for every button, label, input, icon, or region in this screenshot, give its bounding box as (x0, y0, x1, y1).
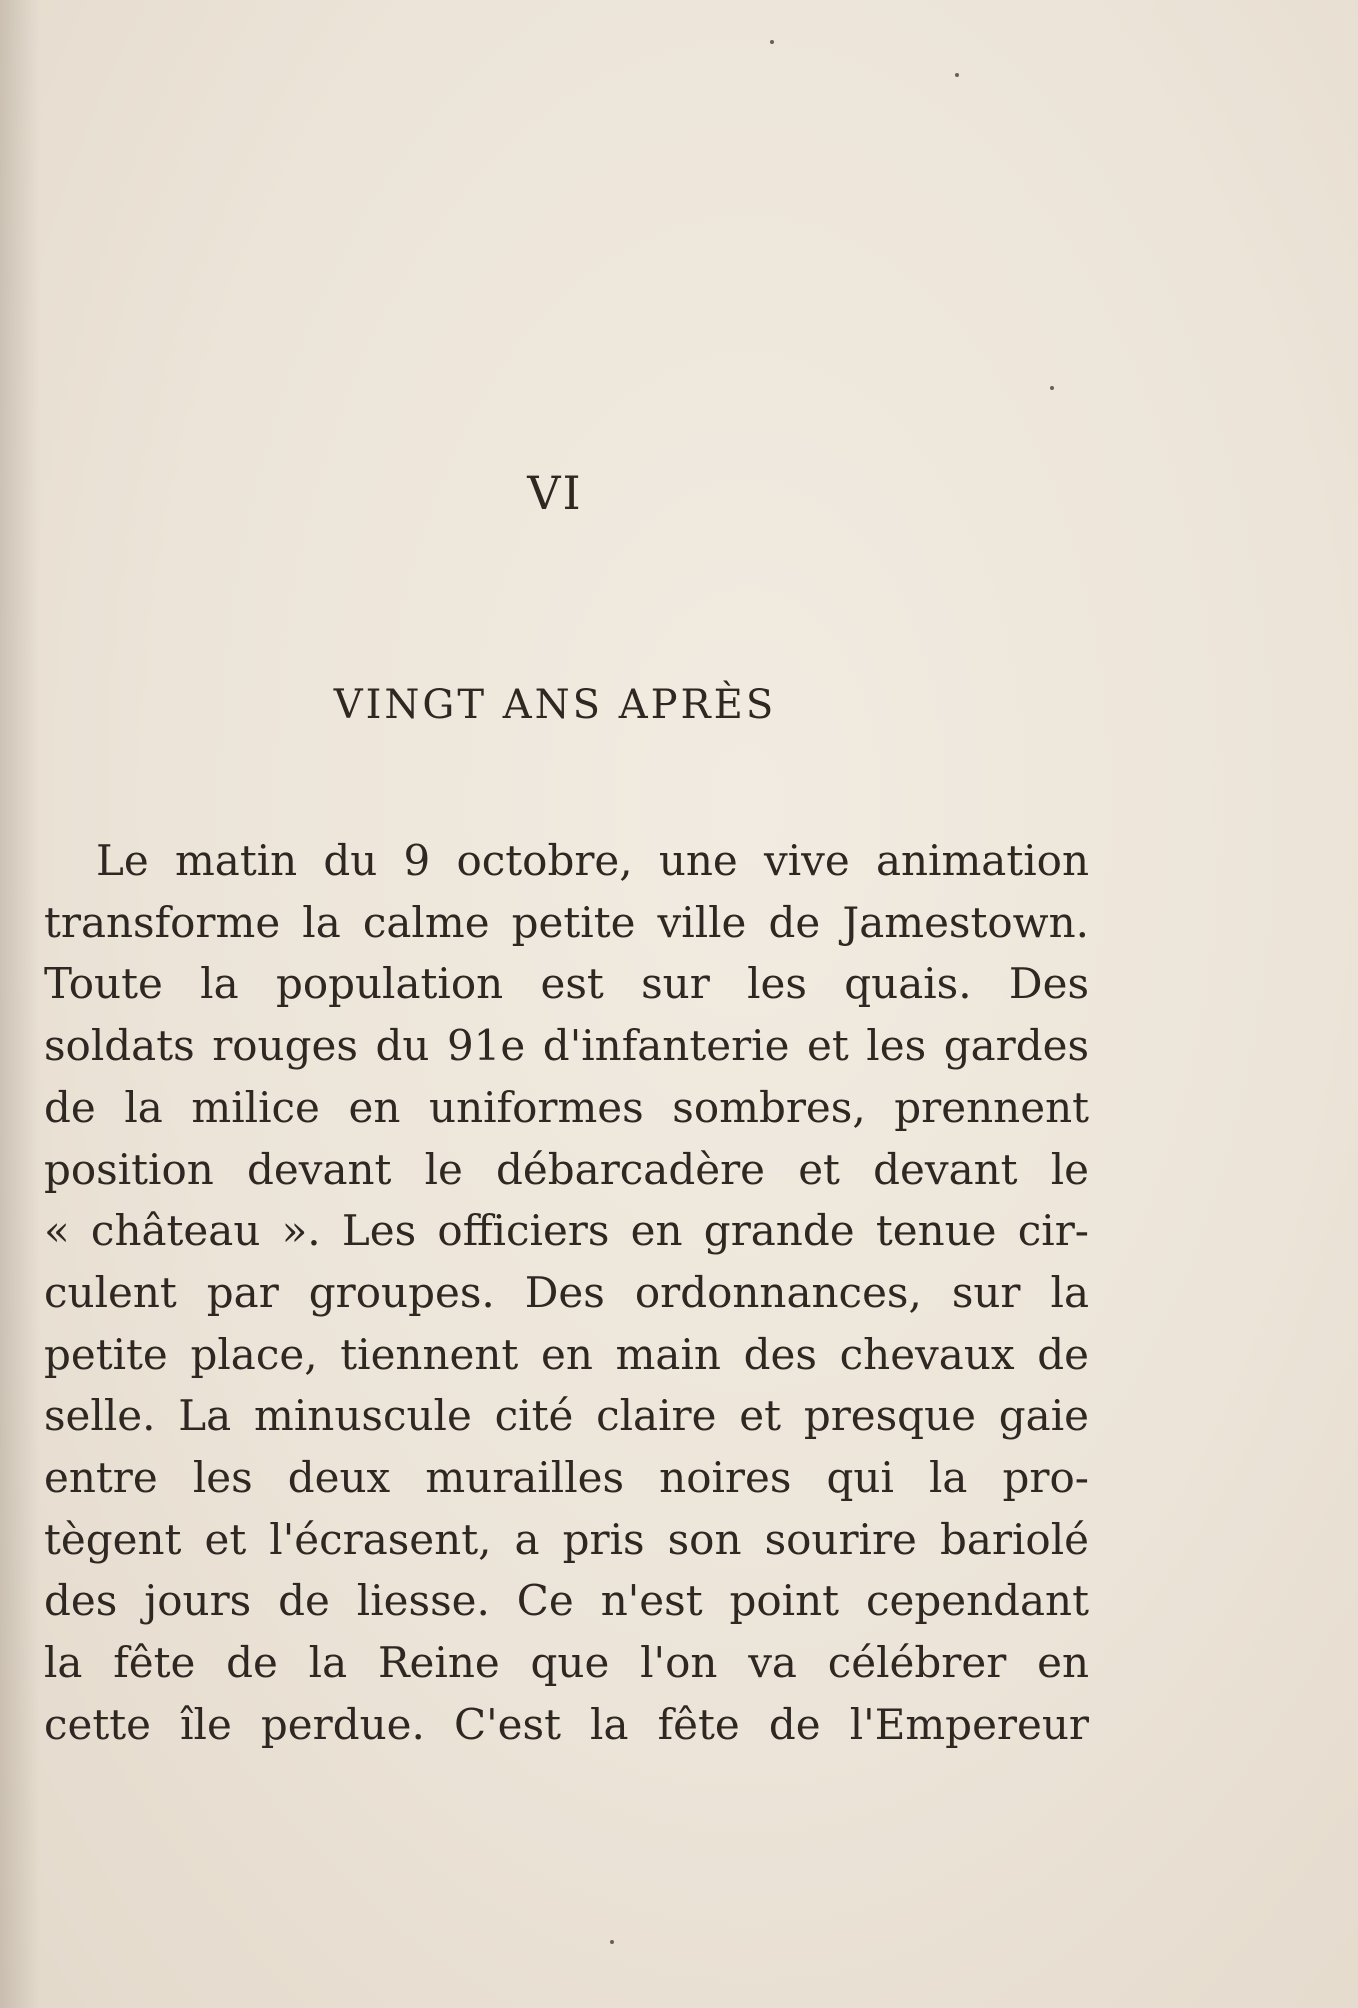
chapter-title: VINGT ANS APRÈS (333, 682, 777, 728)
text-line: cette île perdue. C'est la fête de l'Empereur (44, 1699, 1089, 1749)
paper-speck (770, 40, 774, 44)
text-line: « château ». Les officiers en grande tenue cir- (44, 1206, 1089, 1256)
text-line: des jours de liesse. Ce n'est point cependant (44, 1576, 1089, 1626)
text-line: tègent et l'écrasent, a pris son sourire bariolé (44, 1514, 1089, 1564)
text-line: transforme la calme petite ville de Jamestown. (44, 897, 1089, 947)
page-gutter-shadow (0, 0, 40, 2008)
paper-speck (610, 1940, 614, 1944)
text-line: soldats rouges du 91e d'infanterie et les gardes (44, 1021, 1089, 1071)
chapter-number: VI (527, 466, 583, 520)
text-line: culent par groupes. Des ordonnances, sur la (44, 1267, 1089, 1317)
paragraph (44, 830, 1089, 1756)
text-line: position devant le débarcadère et devant le (44, 1144, 1089, 1194)
text-line: petite place, tiennent en main des chevaux de (44, 1329, 1089, 1379)
text-line: la fête de la Reine que l'on va célébrer en (44, 1638, 1089, 1688)
paper-speck (955, 73, 959, 77)
text-line: de la milice en uniformes sombres, prennent (44, 1082, 1089, 1132)
text-line: selle. La minuscule cité claire et presque gaie (44, 1391, 1089, 1441)
text-line: Toute la population est sur les quais. Des (44, 959, 1089, 1009)
text-line: Le matin du 9 octobre, une vive animation (96, 836, 1089, 885)
paper-speck (1050, 386, 1054, 390)
text-line: entre les deux murailles noires qui la pro- (44, 1453, 1089, 1503)
